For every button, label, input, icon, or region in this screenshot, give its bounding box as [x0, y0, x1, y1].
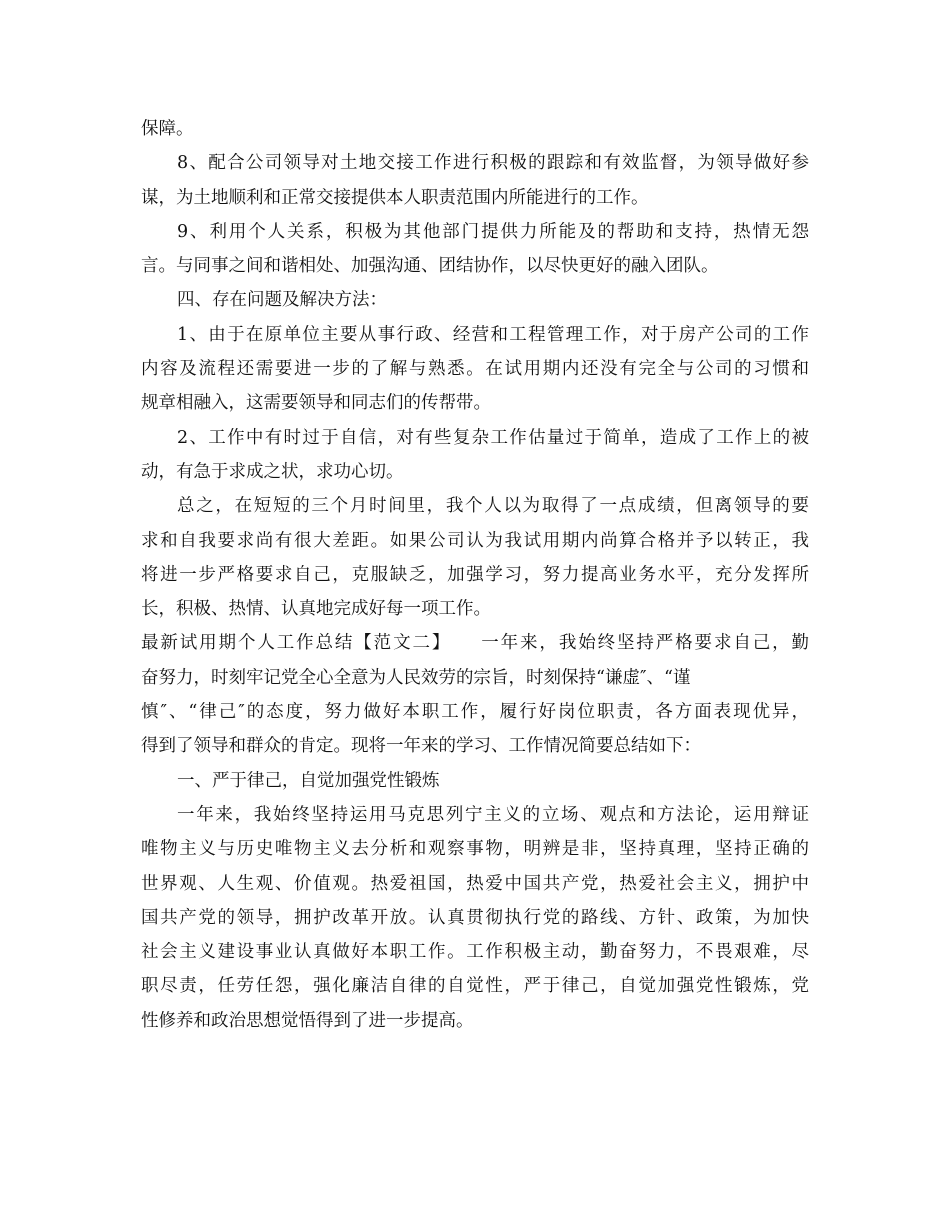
- problem-item-2: 2、工作中有时过于自信，对有些复杂工作估量过于简单，造成了工作上的被: [177, 427, 809, 448]
- text-line: 言。与同事之间和谐相处、加强沟通、团结协作，以尽快更好的融入团队。: [141, 256, 719, 277]
- text-line: 职尽责，任劳任怨，强化廉洁自律的自觉性，严于律己，自觉加强党性锻炼，党: [141, 976, 809, 997]
- text-line: 慎″、“律己″的态度，努力做好本职工作，履行好岗位职责，各方面表现优异，: [141, 702, 809, 723]
- text-line: 唯物主义与历史唯物主义去分析和观察事物，明辨是非，坚持真理，坚持正确的: [141, 839, 809, 860]
- paragraph-item-8: 8、配合公司领导对土地交接工作进行积极的跟踪和有效监督，为领导做好参: [177, 153, 809, 174]
- summary-paragraph: 总之，在短短的三个月时间里，我个人以为取得了一点成绩，但离领导的要: [177, 496, 809, 517]
- problem-item-1: 1、由于在原单位主要从事行政、经营和工程管理工作，对于房产公司的工作: [177, 324, 809, 345]
- text-line: 性修养和政治思想觉悟得到了进一步提高。: [141, 1010, 474, 1031]
- text-line: 规章相融入，这需要领导和同志们的传帮带。: [141, 393, 491, 414]
- section-heading-1: 一、严于律己，自觉加强党性锻炼: [177, 770, 440, 791]
- text-line: 奋努力，时刻牢记党全心全意为人民效劳的宗旨，时刻保持“谦虚″、“谨: [141, 667, 691, 688]
- text-line: 国共产党的领导，拥护改革开放。认真贯彻执行党的路线、方针、政策，为加快: [141, 907, 809, 928]
- text-line: 谋，为土地顺利和正常交接提供本人职责范围内所能进行的工作。: [141, 187, 649, 208]
- section-heading-4: 四、存在问题及解决方法：: [177, 290, 387, 311]
- text-line: 得到了领导和群众的肯定。现将一年来的学习、工作情况简要总结如下：: [141, 736, 701, 757]
- text-line: 内容及流程还需要进一步的了解与熟悉。在试用期内还没有完全与公司的习惯和: [141, 359, 809, 380]
- document-body: [141, 112, 809, 1038]
- paragraph-item-9: 9、利用个人关系，积极为其他部门提供力所能及的帮助和支持，热情无怨: [177, 221, 809, 242]
- text-line: 保障。: [141, 119, 194, 139]
- text-line: 将进一步严格要求自己，克服缺乏，加强学习，努力提高业务水平，充分发挥所: [141, 564, 809, 585]
- text-line: 求和自我要求尚有很大差距。如果公司认为我试用期内尚算合格并予以转正，我: [141, 530, 809, 551]
- sample-two-title: 最新试用期个人工作总结【范文二】 一年来，我始终坚持严格要求自己，勤: [141, 633, 809, 654]
- section-1-paragraph: 一年来，我始终坚持运用马克思列宁主义的立场、观点和方法论，运用辩证: [177, 804, 809, 825]
- text-line: 社会主义建设事业认真做好本职工作。工作积极主动，勤奋努力，不畏艰难，尽: [141, 942, 809, 963]
- text-line: 长，积极、热情、认真地完成好每一项工作。: [141, 599, 491, 620]
- text-line: 动，有急于求成之状，求功心切。: [141, 461, 404, 482]
- text-line: 世界观、人生观、价值观。热爱祖国，热爱中国共产党，热爱社会主义，拥护中: [141, 873, 809, 894]
